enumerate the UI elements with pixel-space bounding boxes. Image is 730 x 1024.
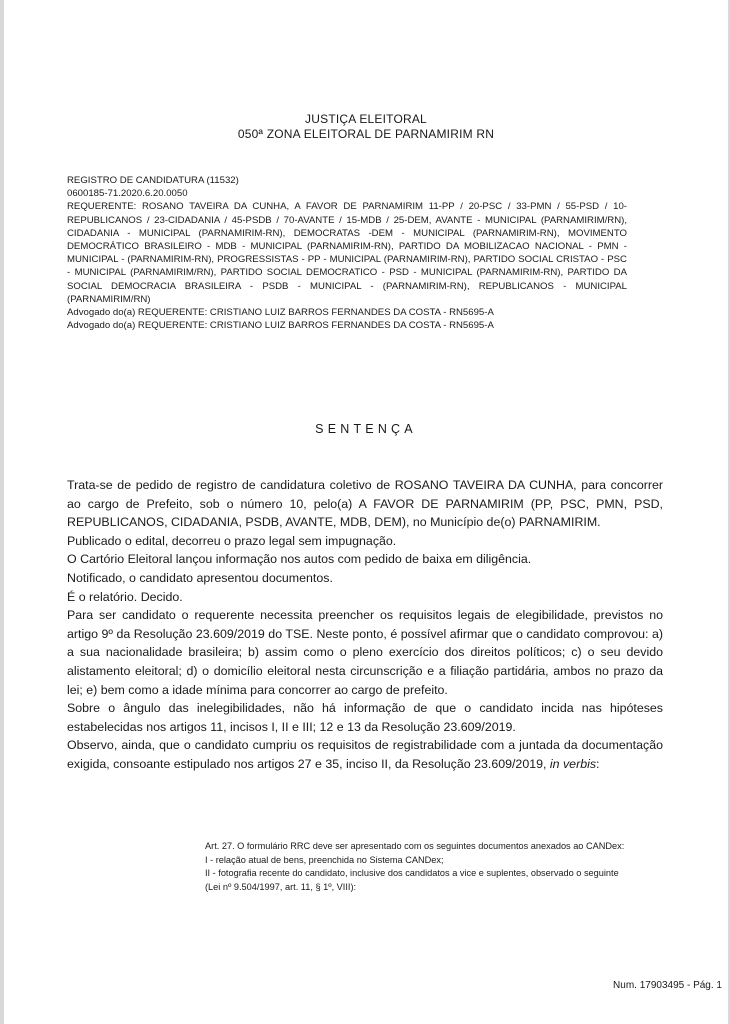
case-number: 0600185-71.2020.6.20.0050	[67, 188, 188, 200]
document-title: SENTENÇA	[315, 422, 417, 436]
paragraph: Para ser candidato o requerente necessita preencher os requisitos legais de elegibilidade, previstos no artigo 9º da Resolução 23.609/2019 do TSE. Neste ponto, é possível afirmar que o candidato comprovou: a) a sua nacionalidade brasileira; b) assim como o pleno exercício dos direitos políticos; c) o seu devido alistamento eleitoral; d) o domicílio eleitoral nesta circunscrição e a filiação partidária, ambos no prazo da lei; e) bem como a idade mínima para concorrer ao cargo de prefeito.	[67, 608, 663, 697]
legal-quote	[205, 840, 635, 894]
paragraph: Notificado, o candidato apresentou documentos.	[67, 570, 333, 585]
quote-item: II - fotografia recente do candidato, inclusive dos candidatos a vice e suplentes, observado o seguinte (Lei nº 9.504/1997, art. 11, § 1º, VIII):	[205, 868, 619, 892]
case-type: REGISTRO DE CANDIDATURA (11532)	[67, 175, 239, 186]
italic-phrase: in verbis	[549, 756, 597, 771]
paragraph: Publicado o edital, decorreu o prazo legal sem impugnação.	[67, 533, 397, 548]
paragraph-end: :	[596, 756, 600, 771]
quote-article: Art. 27. O formulário RRC deve ser apresentado com os seguintes documentos anexados ao CANDex:	[205, 841, 625, 851]
paragraph: O Cartório Eleitoral lançou informação nos autos com pedido de baixa em diligência.	[67, 552, 532, 567]
sentence-body	[67, 476, 663, 774]
court-name: JUSTIÇA ELEITORAL	[305, 112, 427, 126]
paragraph: É o relatório. Decido.	[67, 589, 183, 604]
paragraph: Trata-se de pedido de registro de candidatura coletivo de ROSANO TAVEIRA DA CUNHA, para concorrer ao cargo de Prefeito, sob o número 10, pelo(a) A FAVOR DE PARNAMIRIM (PP, PSC, PMN, PSD, REPUBLICANOS, CIDADANIA, PSDB, AVANTE, MDB, DEM), no Município de(o) PARNAMIRIM.	[67, 478, 663, 530]
document-page	[4, 0, 728, 1024]
applicant: REQUERENTE: ROSANO TAVEIRA DA CUNHA, A FAVOR DE PARNAMIRIM 11-PP / 20-PSC / 33-PMN / 55-PSD / 10-REPUBLICANOS / 23-CIDADANIA / 45-PSDB / 70-AVANTE / 15-MDB / 25-DEM, AVANTE - MUNICIPAL (PARNAMIRIM/RN), CIDADANIA - MUNICIPAL (PARNAMIRIM-RN), DEMOCRATAS -DEM - MUNICIPAL (PARNAMIRIM-RN), MOVIMENTO DEMOCRÁTICO BRASILEIRO - MDB - MUNICIPAL (PARNAMIRIM-RN), PARTIDO DA MOBILIZACAO NACIONAL - PMN - MUNICIPAL - (PARNAMIRIM-RN), PROGRESSISTAS - PP - MUNICIPAL (PARNAMIRIM-RN), PARTIDO SOCIAL CRISTAO - PSC - MUNICIPAL (PARNAMIRIM/RN), PARTIDO SOCIAL DEMOCRATICO - PSD - MUNICIPAL (PARNAMIRIM-RN), PARTIDO DA SOCIAL DEMOCRACIA BRASILEIRA - PSDB - MUNICIPAL - (PARNAMIRIM-RN), REPUBLICANOS - MUNICIPAL (PARNAMIRIM/RN)	[67, 201, 627, 305]
quote-item: I - relação atual de bens, preenchida no Sistema CANDex;	[205, 854, 444, 865]
page-footer: Num. 17903495 - Pág. 1	[613, 980, 722, 991]
paragraph: Sobre o ângulo das inelegibilidades, não há informação de que o candidato incida nas hipóteses estabelecidas nos artigos 11, incisos I, II e III; 12 e 13 da Resolução 23.609/2019.	[67, 701, 663, 734]
court-zone: 050ª ZONA ELEITORAL DE PARNAMIRIM RN	[237, 127, 495, 141]
paragraph	[67, 736, 663, 773]
case-metadata	[67, 174, 627, 332]
paragraph-text: Observo, ainda, que o candidato cumpriu os requisitos de registrabilidade com a juntada da documentação exigida, consoante estipulado nos artigos 27 e 35, inciso II, da Resolução 23.609/2019,	[67, 738, 663, 771]
lawyer-line: Advogado do(a) REQUERENTE: CRISTIANO LUIZ BARROS FERNANDES DA COSTA - RN5695-A	[67, 307, 494, 319]
lawyer-line: Advogado do(a) REQUERENTE: CRISTIANO LUIZ BARROS FERNANDES DA COSTA - RN5695-A	[67, 320, 494, 332]
